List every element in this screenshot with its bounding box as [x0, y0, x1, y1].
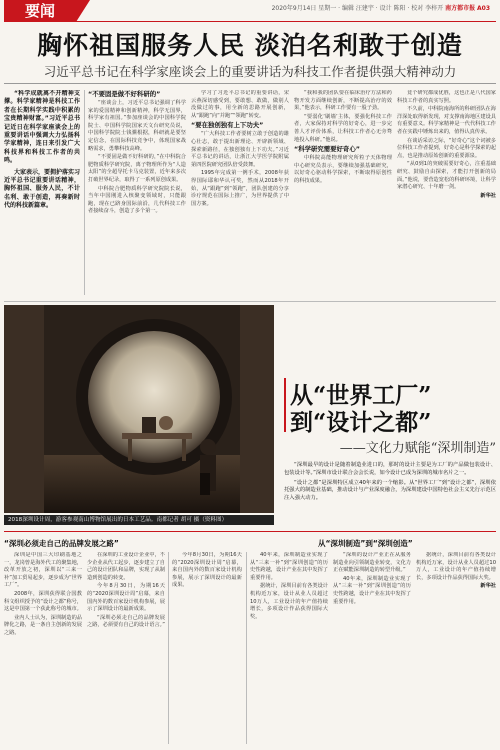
bottom-column-2 — [87, 552, 165, 744]
column-2-subtitle: “不要固是做不好科研的” — [88, 90, 161, 98]
bottom-column-6-paragraph-1: 据统计，深圳目前有各类设计机构近万家，设计从业人员超过10万人，工业设计的年产值持续增长，多项设计作品获得国际大奖。 — [416, 552, 496, 581]
bottom-column-divider-2 — [246, 552, 247, 744]
column-2-paragraph-3: 中科院合肥物质科学研究院院长说，当年中国刚进入核聚变领域时，只能跟跑，现在已跻身国际前沿，几代科技工作者接续奋斗，创造了多个第一。 — [88, 185, 186, 215]
bottom-signoff: 新华社 — [480, 583, 496, 590]
bottom-right-title: 从“深圳制造”到“深圳创造” — [318, 539, 413, 548]
lead-column — [4, 90, 80, 295]
feature-title — [284, 382, 496, 436]
column-divider — [84, 90, 85, 295]
column-3-paragraph-1: 学习了习近平总书记的重要讲话，宋云燕深切感受到，要敢想、敢做，做别人没做过的事，用全新的思路开展创新，从“跟跑”向“并跑”“领跑”转变。 — [191, 90, 289, 119]
column-3-paragraph-3: 1995年完成第一例手术，2008年获得国际耶和华认可奖，然而从2018年开始，从“跟跑”到“领跑”，团队创建的分享诊疗规范在国际上推广，为世界提供了中国方案。 — [191, 170, 289, 207]
date-line — [160, 3, 490, 12]
article-column-5 — [397, 90, 496, 300]
column-3-paragraph-2: “广大科技工作者要树立敢于创造的雄心壮志，敢于提出新理论、开辟新领域、探索新路径，在独创独有上下功夫。”习近平总书记的讲话，让浙江大学医学院附属第四医院研究团队倍受鼓舞。 — [191, 131, 289, 168]
bottom-column-4-paragraph-1: 40年来，深圳制造业实现了从“三来一补”到“深圳创造”的历史性跨越，设计产业在其中发挥了重要作用。 — [250, 552, 328, 581]
feature-intro — [284, 462, 496, 505]
bottom-column-1 — [4, 552, 82, 744]
bottom-column-2-paragraph-1: 在深圳的工业设计企业中，不少企业从代工起步，逐步建立了自己的设计团队和品牌，实现了从制造到创造的转变。 — [87, 552, 165, 581]
bottom-column-3 — [172, 552, 242, 744]
article-column-4 — [294, 90, 392, 300]
column-3-subtitle: “要在独创独有上下功夫” — [191, 121, 264, 130]
article-column-2 — [88, 90, 186, 300]
column-2-paragraph-2: “不要固是做不好科研的，”在中科院合肥物质科学研究院，离子物理所作为“人造太阳”的全超导托卡马克装置，近年来多次打破世界纪录，取得了一系列原创成果。 — [88, 154, 186, 183]
column-5-paragraph-2: 不久前，中科院南海所的科研团队在海洋深处取得新发现，对支撑南海地区建设具有重要意义。科学家精神是一代代科技工作者在实践中锤炼出来的，值得认真传承。 — [397, 106, 496, 135]
column-5-paragraph-1: 竟个研究都成优胜，这也正是八代国家科技工作者的真实写照。 — [397, 90, 496, 104]
page-title: 胸怀祖国服务人民 淡泊名利敢于创造 — [37, 31, 463, 60]
bottom-section-rule — [4, 531, 496, 532]
exhibition-photo-graphic — [4, 305, 274, 513]
bottom-column-2-paragraph-2: 今年8月30日，为期16天的“2020深圳设计周”启幕，来自国内外的数百家设计机构参展，展示了深圳设计的最新成果。 — [87, 583, 165, 613]
bottom-column-1-paragraph-2: 2008年，深圳获得联合国教科文组织授予的“设计之都”称号，这是中国第一个获此称号的城市。 — [4, 590, 82, 613]
paper-name: 南方都市报 — [445, 5, 476, 12]
bottom-column-5-paragraph-2: 40年来，深圳制造业实现了从“三来一补”到“深圳创造”的历史性跨越，设计产业在其中发挥了重要作用。 — [333, 575, 411, 605]
section-rule — [4, 301, 496, 302]
feature-title-line-2: 到“设计之都” — [290, 409, 432, 436]
column-4-paragraph-2: “要弱化‘刷墙’主体，要强化科技工作者，大家保持对科学的好奇心，进一步完善人才评价体系，让科技工作者心无旁骛地投入科研。”他说。 — [294, 113, 392, 143]
bottom-column-5-paragraph-1: “深圳的设计产业正在从服务制造业向引领制造业转变，文化力正在赋能深圳制造的转型升级。” — [333, 552, 411, 574]
article-column-3 — [191, 90, 289, 300]
column-4-subtitle: “科学研究需要好奇心” — [294, 145, 360, 154]
bottom-column-4 — [250, 552, 328, 744]
lead-paragraph-1: “科学成就离不开精神支撑。科学家精神是科技工作者在长期科学实践中积累的宝贵精神财富。”习近平总书记近日在科学家座谈会上的重要讲话中强调大力弘扬科学家精神，连日来引发广大科技界和科技工作者的共鸣。 — [4, 90, 80, 165]
bottom-left-title: “深圳必须走自己的品牌发展之路” — [4, 539, 119, 548]
bottom-column-6 — [416, 552, 496, 744]
bottom-column-3-paragraph-1: 今年8月30日，为期16天的“2020深圳设计周”启幕，来自国内外的数百家设计机构参展，展示了深圳设计的最新成果。 — [172, 552, 242, 589]
column-4-paragraph-3: 中科院高能物理研究所粒子天体物理中心研究员表示，要继续加强基础研究，以好奇心驱动科学探索，不断取得原创性的科技成果。 — [294, 155, 392, 184]
photo-caption: 2018深圳设计周，游客参观南山博物馆展出的日本工艺品。南都记者 胡可 摄（资料图） — [4, 515, 274, 525]
column-4-paragraph-1: “我和我的团队要在临床治疗方法和药物开发方面继续创新，不断提高治疗的效果，”他表示，科研工作要有一股子劲。 — [294, 90, 392, 112]
page-number: A03 — [477, 5, 490, 12]
column-2-paragraph-1: “座谈会上，习近平总书记强调了科学家的爱国精神和创新精神，科学无国界，科学家有祖国。”参加座谈会的中国科学院院士、中国科学院国家天文台研究员说，中国科学院院士钱骥根据，科研就是要坚定信念，在国际科技竞争中，体现国家战略需求，勇攀科技高峰。 — [88, 100, 186, 152]
page-header — [0, 0, 500, 22]
bottom-column-2-paragraph-3: “深圳必须走自己的品牌发展之路，必须要有自己的设计语言。” — [87, 614, 165, 629]
column-5-paragraph-3: 在谈话采访之际，“好奇心”这个词被多位科技工作者提到，好奇心是科学探索的起点，也是推动原始创新的重要源泉。 — [397, 137, 496, 159]
lead-paragraph-2: 大家表示，要拥护落实习近平总书记重要讲话精神，胸怀祖国、服务人民，不计名利、敢于创造，再奏新时代的科技新篇章。 — [4, 168, 80, 210]
header-rule — [4, 21, 496, 22]
feature-intro-paragraph-1: “深圳最早的设计是随着制造业进口的，那时的设计主要是为工厂的产品做包装设计、包装设计等。”深圳市设计联合会会长说，如今设计已成为深圳的城市名片之一。 — [284, 462, 496, 476]
bottom-column-1-paragraph-3: 业内人士认为，深圳制造的品牌化之路，是一条自主创新的发展之路。 — [4, 614, 82, 636]
bottom-column-divider-1 — [168, 552, 169, 744]
section-tab: 要闻 — [4, 0, 76, 22]
column-5-paragraph-4: “从0到1的突破需要好奇心，注重基础研究、鼓励自由探索，才能打开创新的局面。”他说，要营造宽松的科研环境，让科学家潜心研究、十年磨一剑。 — [397, 161, 496, 191]
exhibition-photo — [4, 305, 274, 513]
headline-rule — [4, 83, 496, 84]
date-line-text: 2020年9月14日 星期一 · 编辑 汪建宇 · 设计 陈阳 · 校对 李梓开 — [271, 5, 444, 12]
feature-title-line-1: 从“世界工厂” — [290, 382, 432, 409]
feature-subtitle: ——文化力赋能“深圳制造” — [339, 441, 496, 456]
feature-intro-paragraph-2: “设计之都”是深圳特区成立40年来的一个缩影。从“世界工厂”到“设计之都”，深圳依托强大的制造业基础，推动设计与产业深度融合，为深圳建设中国特色社会主义先行示范区注入强大动力。 — [284, 479, 496, 502]
column-5-signoff: 新华社 — [480, 192, 496, 199]
bottom-column-4-paragraph-2: 据统计，深圳目前有各类设计机构近万家，设计从业人员超过10万人，工业设计的年产值持续增长，多项设计作品获得国际大奖。 — [250, 583, 328, 620]
page-subtitle: 习近平总书记在科学家座谈会上的重要讲话为科技工作者提供强大精神动力 — [43, 64, 457, 79]
bottom-column-5 — [333, 552, 411, 744]
bottom-column-1-paragraph-1: 深圳是中国三大印刷基地之一，龙岗曾是海外代工的聚集地，改革开放之初，深圳以“三来一补”加工贸易起步，逐步成为“世界工厂”。 — [4, 552, 82, 589]
